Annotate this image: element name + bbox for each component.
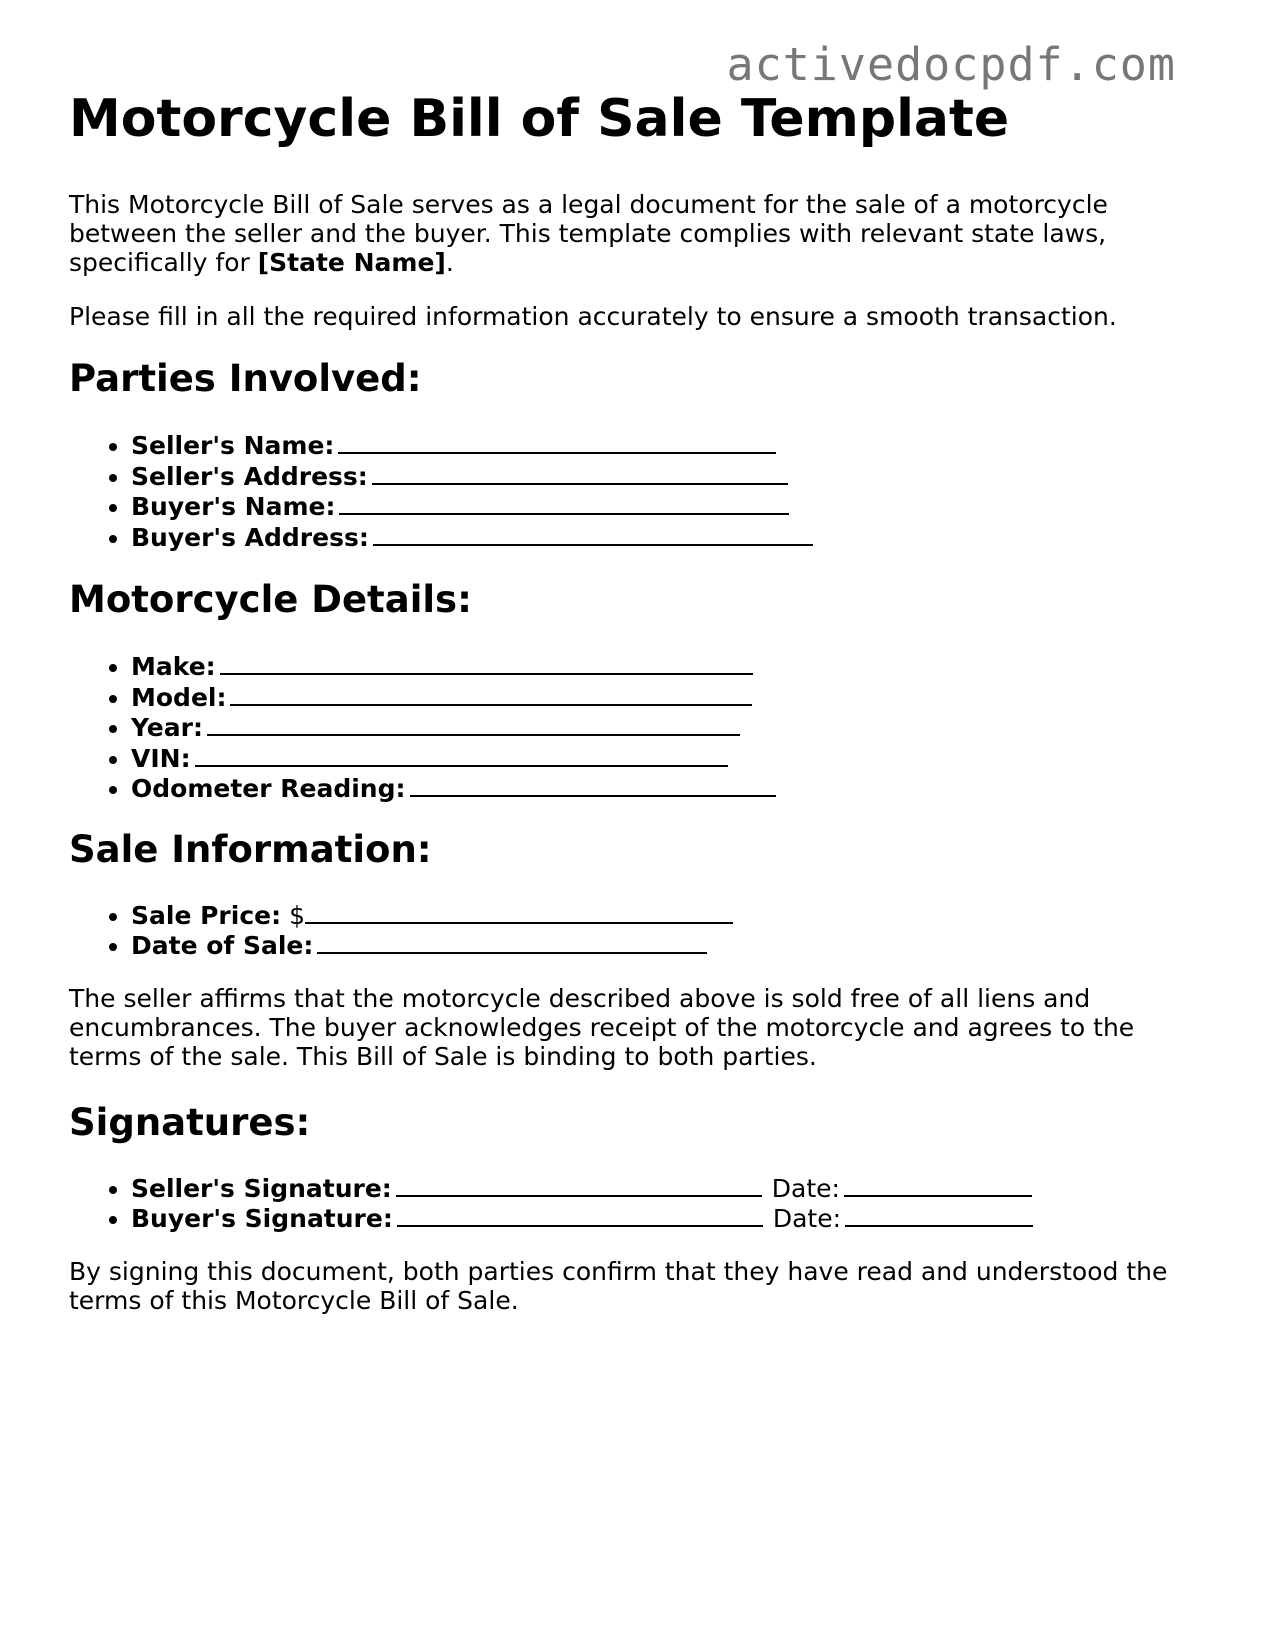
buyer-date-label: Date: <box>772 1204 842 1233</box>
odometer-field[interactable] <box>410 773 776 797</box>
list-item <box>131 651 1199 682</box>
seller-signature-field[interactable] <box>396 1173 762 1197</box>
list-item <box>131 712 1199 743</box>
odometer-label: Odometer Reading: <box>131 774 406 803</box>
make-field[interactable] <box>220 651 753 675</box>
make-label: Make: <box>131 652 216 681</box>
list-item <box>131 430 1199 461</box>
seller-address-field[interactable] <box>372 461 788 485</box>
list-item <box>131 1173 1199 1204</box>
watermark: activedocpdf.com <box>726 38 1176 91</box>
seller-name-label: Seller's Name: <box>131 431 335 460</box>
list-item <box>131 743 1199 774</box>
list-item <box>131 461 1199 492</box>
model-field[interactable] <box>230 682 752 706</box>
model-label: Model: <box>131 682 227 712</box>
state-name-placeholder[interactable]: [State Name] <box>257 248 446 277</box>
signatures-heading: Signatures: <box>69 1100 311 1144</box>
sale-price-label: Sale Price: <box>131 900 282 930</box>
buyer-signature-field[interactable] <box>397 1203 763 1227</box>
parties-list <box>69 430 1199 552</box>
sale-heading: Sale Information: <box>69 827 432 871</box>
buyer-address-field[interactable] <box>373 522 813 546</box>
seller-date-label: Date: <box>771 1173 840 1203</box>
year-label: Year: <box>131 713 203 742</box>
vin-field[interactable] <box>195 743 728 767</box>
buyer-date-field[interactable] <box>845 1203 1033 1227</box>
currency-symbol: $ <box>289 900 305 930</box>
list-item <box>131 1203 1199 1234</box>
intro-text: This Motorcycle Bill of Sale serves as a legal document for the sale of a motorcycle between the seller and the buyer. This template complies with relevant state laws, specifically for <box>69 190 1108 277</box>
vin-label: VIN: <box>131 743 191 773</box>
date-of-sale-label: Date of Sale: <box>131 931 314 960</box>
year-field[interactable] <box>207 712 740 736</box>
intro-paragraph <box>69 190 1199 277</box>
list-item <box>131 682 1199 713</box>
confirmation-paragraph: By signing this document, both parties confirm that they have read and understood the terms of this Motorcycle Bill of Sale. <box>69 1256 1168 1315</box>
fill-instructions: Please fill in all the required information accurately to ensure a smooth transaction. <box>69 302 1117 331</box>
parties-heading: Parties Involved: <box>69 357 422 400</box>
list-item <box>131 522 1199 553</box>
buyer-address-label: Buyer's Address: <box>131 522 369 552</box>
seller-address-label: Seller's Address: <box>131 461 368 491</box>
buyer-signature-label: Buyer's Signature: <box>131 1204 393 1233</box>
motorcycle-heading: Motorcycle Details: <box>69 578 472 621</box>
affirmation-paragraph: The seller affirms that the motorcycle described above is sold free of all liens and encumbrances. The buyer acknowledges receipt of the motorcycle and agrees to the terms of the sale. This Bill of Sale is binding to both parties. <box>69 983 1135 1071</box>
date-of-sale-field[interactable] <box>317 930 707 954</box>
list-item <box>131 773 1199 804</box>
seller-name-field[interactable] <box>338 430 776 454</box>
list-item <box>131 900 1199 931</box>
list-item <box>131 491 1199 522</box>
buyer-name-field[interactable] <box>339 491 789 515</box>
buyer-name-label: Buyer's Name: <box>131 492 336 521</box>
seller-date-field[interactable] <box>844 1173 1032 1197</box>
list-item <box>131 930 1199 961</box>
intro-text-end: . <box>445 248 454 277</box>
sale-price-field[interactable] <box>305 900 733 924</box>
document-title: Motorcycle Bill of Sale Template <box>69 89 1010 149</box>
signatures-list <box>69 1173 1199 1234</box>
motorcycle-list <box>69 651 1199 804</box>
document-page <box>69 84 1199 1315</box>
seller-signature-label: Seller's Signature: <box>131 1173 392 1203</box>
sale-list <box>69 900 1199 961</box>
